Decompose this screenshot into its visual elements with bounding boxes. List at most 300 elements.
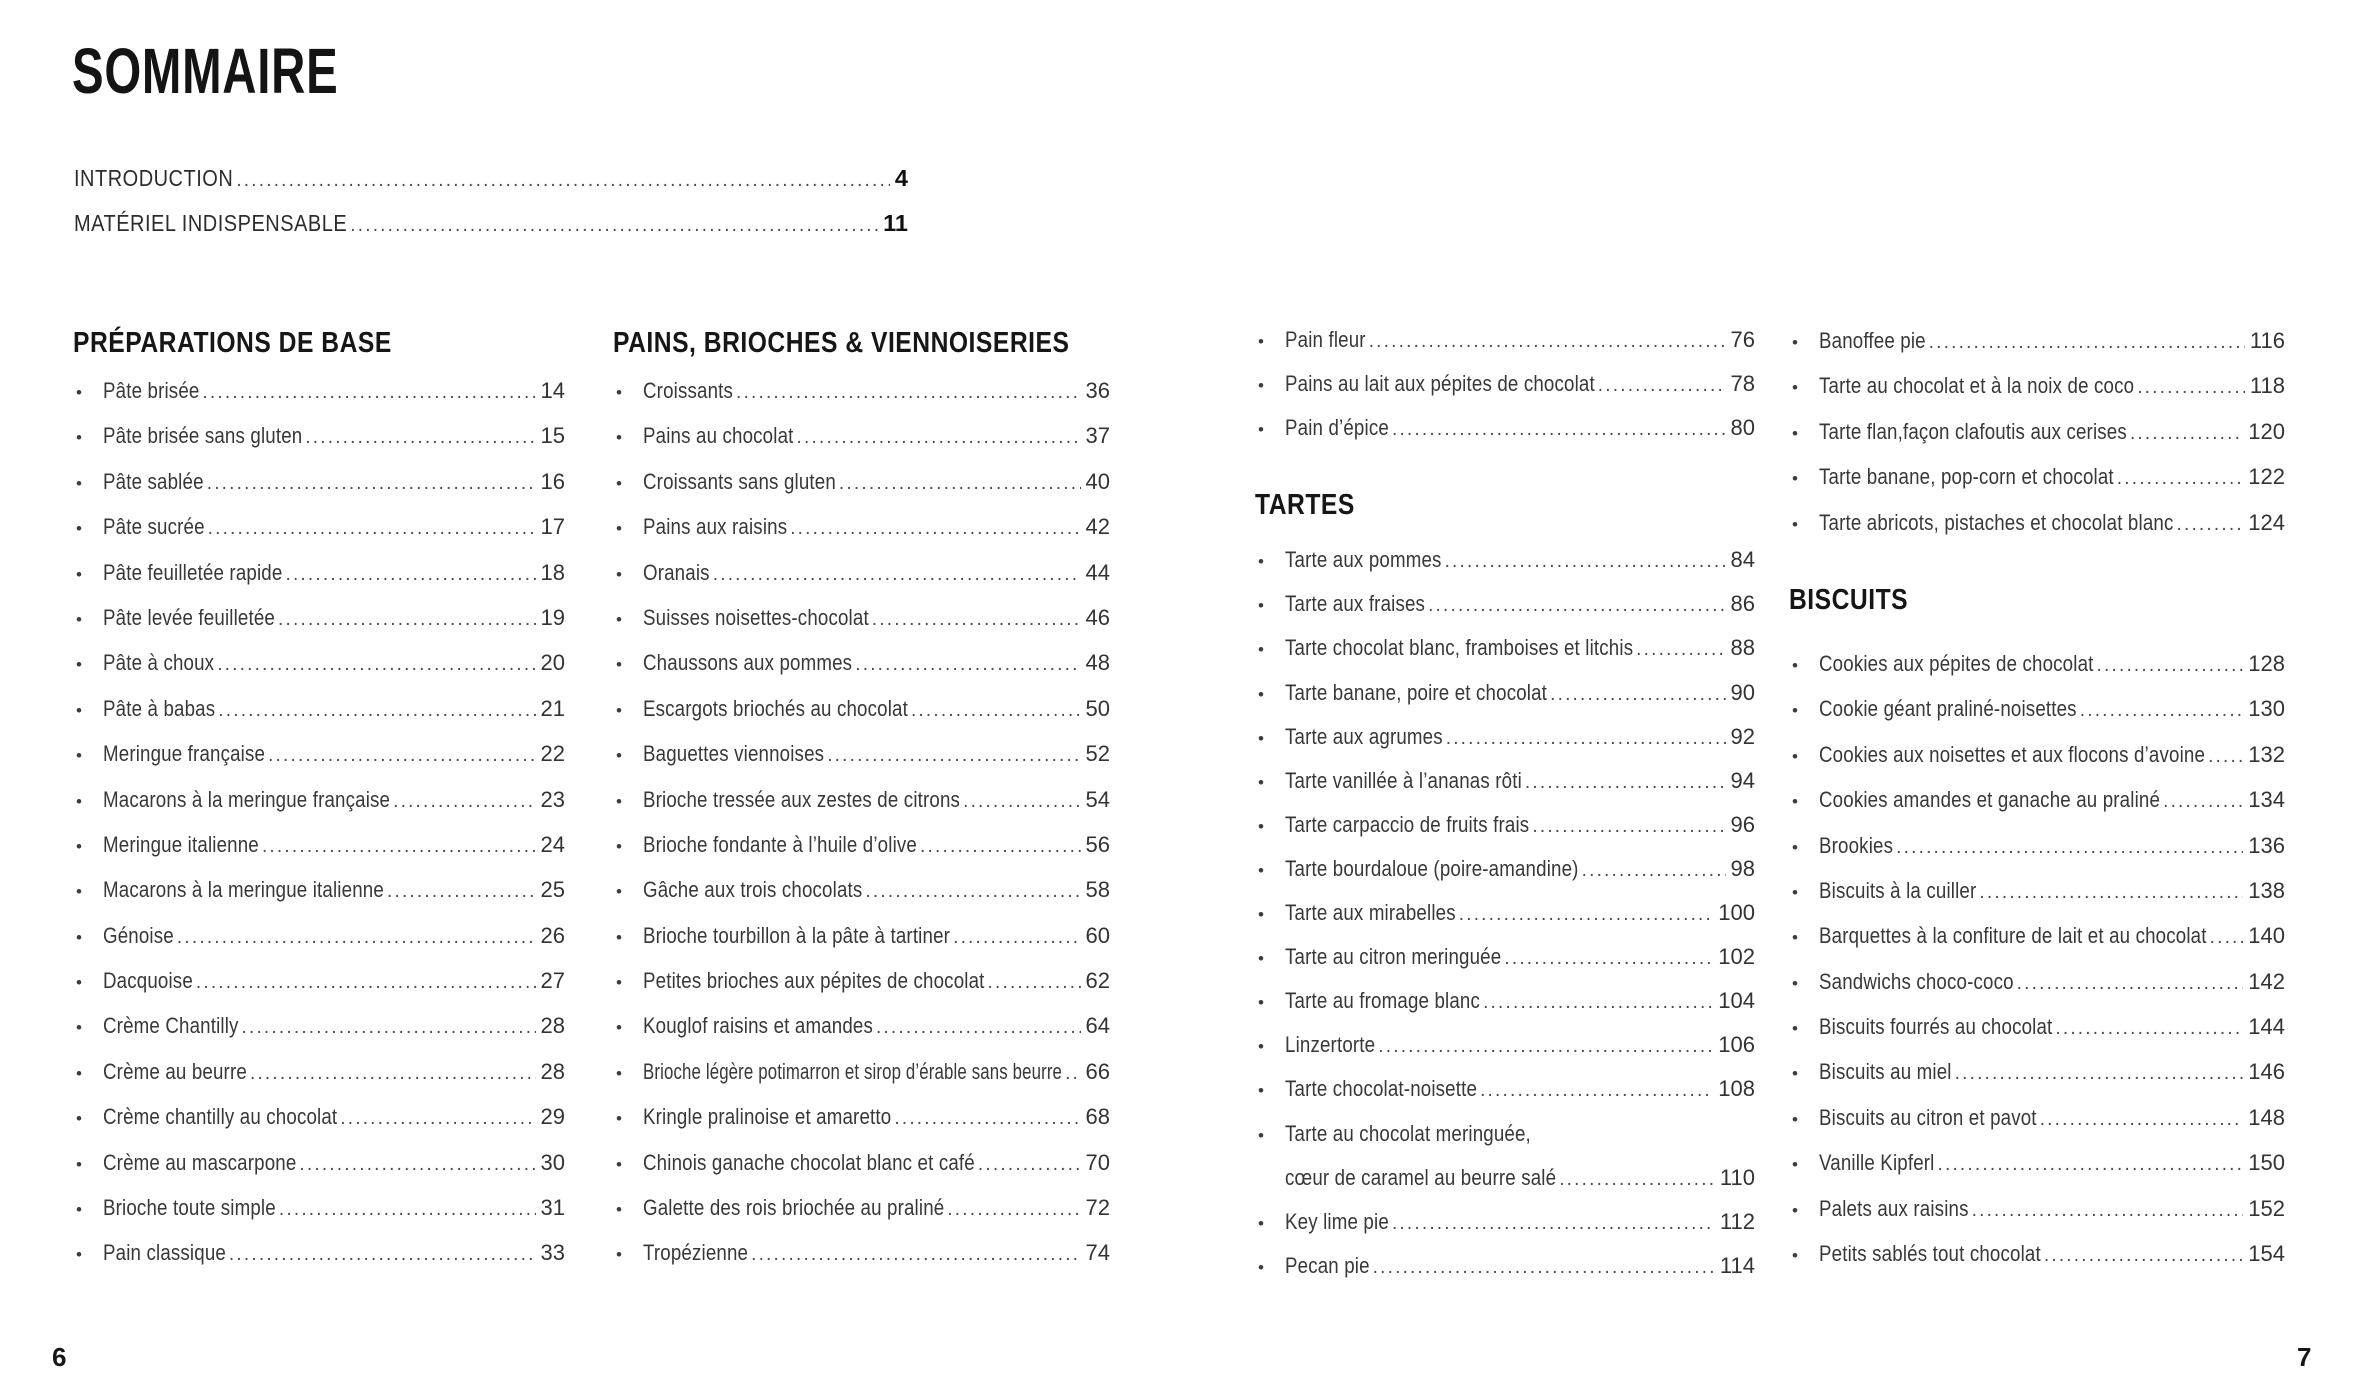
entry-page-number: 140 (2248, 923, 2285, 949)
dotted-leader (894, 1096, 1080, 1141)
toc-entry (1255, 935, 1755, 979)
toc-entry (1789, 1049, 2285, 1094)
dotted-leader (1582, 849, 1726, 893)
dotted-leader (1480, 1069, 1713, 1113)
bullet-icon: • (616, 700, 622, 720)
entry-label: Banoffee pie (1819, 328, 1926, 353)
entry-page-number: 102 (1718, 944, 1755, 970)
entry-label: Tarte vanillée à l’ananas rôti (1285, 767, 1522, 793)
toc-entry (1255, 1067, 1755, 1111)
entry-page-number: 24 (540, 831, 565, 857)
entry-label: Tarte aux pommes (1285, 547, 1442, 573)
toc-entry (73, 550, 565, 595)
dotted-leader (953, 915, 1080, 960)
entry-page-number: 80 (1730, 415, 1755, 441)
dotted-leader (2080, 688, 2244, 733)
dotted-leader (2130, 411, 2243, 456)
bullet-icon: • (616, 1245, 622, 1265)
dotted-leader (2177, 502, 2244, 547)
toc-entry (1789, 686, 2285, 731)
entry-label: Tarte au chocolat meringuée, (1285, 1120, 1531, 1146)
dotted-leader (2055, 1006, 2243, 1051)
bullet-icon: • (1258, 684, 1264, 704)
dotted-leader (911, 688, 1081, 733)
dotted-leader (236, 158, 890, 203)
entry-label: Pains au lait aux pépites de chocolat (1285, 371, 1595, 397)
bullet-icon: • (76, 428, 82, 448)
toc-entry (73, 1003, 565, 1048)
entry-label: Baguettes viennoises (643, 741, 825, 767)
toc-entry (1789, 318, 2285, 363)
toc-entry (1255, 1244, 1755, 1288)
entry-page-number: 90 (1730, 679, 1755, 705)
entry-page-number: 62 (1085, 968, 1110, 994)
toc-entry (613, 504, 1110, 549)
entry-label: Croissants (643, 378, 734, 403)
toc-entry (73, 595, 565, 640)
entry-page-number: 88 (1730, 635, 1755, 661)
entry-label: Tarte au chocolat et à la noix de coco (1819, 373, 2135, 399)
entry-label: Oranais (643, 559, 710, 585)
section-heading (1789, 575, 2285, 625)
entry-label: cœur de caramel au beurre salé (1285, 1164, 1557, 1190)
entry-label: Crème au mascarpone (103, 1149, 297, 1175)
entry-page-number: 104 (1718, 988, 1755, 1014)
entry-page-number: 116 (2249, 328, 2285, 353)
toc-entry (1789, 641, 2285, 686)
dotted-leader (1532, 805, 1725, 849)
dotted-leader (1929, 320, 2245, 365)
entry-page-number: 56 (1085, 831, 1110, 857)
bullet-icon: • (1792, 514, 1798, 534)
toc-entry (73, 504, 565, 549)
entry-page-number: 134 (2248, 787, 2285, 813)
dotted-leader (876, 1005, 1081, 1050)
toc-entry (613, 1003, 1110, 1048)
entry-page-number: 48 (1085, 650, 1110, 676)
entry-label: Croissants sans gluten (643, 468, 836, 494)
entry-label: Cookies aux pépites de chocolat (1819, 650, 2094, 676)
toc-entry (613, 867, 1110, 912)
bullet-icon: • (76, 882, 82, 902)
toc-entry (1255, 318, 1755, 362)
folio-left-page-number: 6 (52, 1342, 67, 1372)
entry-label: Tarte abricots, pistaches et chocolat blanc (1819, 509, 2174, 535)
dotted-leader (1483, 981, 1713, 1025)
entry-label: Pâte brisée (103, 378, 200, 403)
dotted-leader (1373, 1246, 1715, 1290)
toc-entry (1255, 671, 1755, 715)
bullet-icon: • (616, 973, 622, 993)
section-heading (1255, 480, 1755, 530)
entry-label: Pain fleur (1285, 327, 1366, 352)
entry-page-number: 17 (540, 514, 565, 540)
bullet-icon: • (616, 1109, 622, 1129)
entry-page-number: 66 (1085, 1058, 1110, 1084)
dotted-leader (1392, 1202, 1715, 1246)
dotted-leader (305, 415, 535, 460)
toc-entry (1255, 979, 1755, 1023)
bullet-icon: • (1258, 949, 1264, 969)
section-heading-text: TARTES (1255, 489, 1355, 522)
entry-label: INTRODUCTION (74, 165, 234, 191)
entry-label: MATÉRIEL INDISPENSABLE (74, 210, 348, 237)
entry-page-number: 64 (1085, 1013, 1110, 1039)
toc-entry (1255, 626, 1755, 670)
toc-entry-line2 (1255, 1156, 1755, 1200)
bullet-icon: • (1792, 1064, 1798, 1084)
entry-page-number: 84 (1730, 547, 1755, 573)
bullet-icon: • (1792, 469, 1798, 489)
toc-entry (613, 958, 1110, 1003)
entry-label: Galette des rois briochée au praliné (643, 1195, 945, 1221)
bullet-icon: • (76, 519, 82, 539)
bullet-icon: • (76, 655, 82, 675)
entry-page-number: 68 (1085, 1104, 1110, 1130)
toc-entry (1255, 406, 1755, 450)
bullet-icon: • (76, 973, 82, 993)
toc-entry (613, 1094, 1110, 1139)
entry-page-number: 94 (1730, 767, 1755, 793)
section-heading (613, 318, 1110, 368)
entry-page-number: 4 (894, 165, 908, 191)
entry-label: Brioche tourbillon à la pâte à tartiner (643, 922, 951, 948)
bullet-icon: • (616, 428, 622, 448)
bullet-icon: • (616, 1154, 622, 1174)
bullet-icon: • (1258, 816, 1264, 836)
toc-entry (73, 686, 565, 731)
bullet-icon: • (1792, 882, 1798, 902)
dotted-leader (2137, 365, 2245, 410)
entry-label: Brioche légère potimarron et sirop d’érable sans beurre (643, 1058, 1063, 1084)
entry-label: Tarte aux agrumes (1285, 723, 1443, 749)
toc-entry (1789, 1186, 2285, 1231)
bullet-icon: • (616, 1063, 622, 1083)
entry-page-number: 132 (2248, 741, 2285, 767)
toc-entry (1789, 363, 2285, 408)
bullet-icon: • (76, 609, 82, 629)
dotted-leader (340, 1096, 535, 1141)
entry-label: Gâche aux trois chocolats (643, 877, 863, 903)
entry-page-number: 16 (540, 468, 565, 494)
bullet-icon: • (616, 473, 622, 493)
entry-label: Meringue française (103, 741, 266, 767)
entry-page-number: 50 (1085, 695, 1110, 721)
entry-label: Tarte chocolat-noisette (1285, 1076, 1478, 1102)
entry-label: Génoise (103, 922, 174, 948)
bullet-icon: • (76, 927, 82, 947)
entry-label: Biscuits au citron et pavot (1819, 1104, 2037, 1130)
page-title-text: SOMMAIRE (72, 35, 339, 107)
dotted-leader (2208, 734, 2243, 779)
bullet-icon: • (1792, 928, 1798, 948)
entry-page-number: 96 (1730, 811, 1755, 837)
toc-entry (1255, 1200, 1755, 1244)
toc-entry (1789, 732, 2285, 777)
entry-page-number: 20 (540, 650, 565, 676)
toc-entry (73, 459, 565, 504)
toc-entry (73, 1140, 565, 1185)
dotted-leader (1525, 761, 1726, 805)
toc-entry (1255, 847, 1755, 891)
toc-column-biscuits (1789, 318, 2285, 1276)
entry-label: Brioche tressée aux zestes de citrons (643, 786, 961, 812)
dotted-leader (2017, 961, 2244, 1006)
dotted-leader (2210, 915, 2244, 960)
bullet-icon: • (1792, 655, 1798, 675)
bullet-icon: • (616, 519, 622, 539)
bullet-icon: • (1258, 860, 1264, 880)
entry-page-number: 36 (1085, 378, 1110, 403)
entry-page-number: 78 (1730, 371, 1755, 397)
dotted-leader (947, 1187, 1080, 1232)
dotted-leader (839, 461, 1081, 506)
toc-entry (1789, 823, 2285, 868)
entry-label: Pâte sablée (103, 468, 204, 494)
bullet-icon: • (1792, 1200, 1798, 1220)
bullet-icon: • (76, 1154, 82, 1174)
entry-page-number: 31 (540, 1195, 565, 1221)
entry-label: Cookies aux noisettes et aux flocons d’avoine (1819, 741, 2206, 767)
entry-page-number: 33 (540, 1240, 565, 1266)
toc-entry (613, 550, 1110, 595)
entry-label: Tarte banane, poire et chocolat (1285, 679, 1548, 705)
entry-page-number: 30 (540, 1149, 565, 1175)
entry-page-number: 27 (540, 968, 565, 994)
entry-label: Tarte au fromage blanc (1285, 988, 1481, 1014)
toc-column-tartes (1255, 318, 1755, 1288)
dotted-leader (217, 642, 535, 687)
entry-label: Pâte feuilletée rapide (103, 559, 283, 585)
entry-label: Key lime pie (1285, 1208, 1389, 1234)
entry-label: Tarte banane, pop-corn et chocolat (1819, 464, 2114, 490)
entry-page-number: 146 (2248, 1059, 2285, 1085)
toc-entry (1255, 759, 1755, 803)
entry-label: Tarte aux fraises (1285, 591, 1426, 617)
toc-entry (613, 640, 1110, 685)
dotted-leader (350, 203, 878, 248)
entry-page-number: 42 (1085, 514, 1110, 540)
entry-page-number: 152 (2248, 1195, 2285, 1221)
dotted-leader (1550, 673, 1725, 717)
dotted-leader (229, 1232, 536, 1277)
dotted-leader (797, 415, 1081, 460)
entry-page-number: 23 (540, 786, 565, 812)
entry-page-number: 114 (1719, 1252, 1755, 1278)
entry-label: Tarte au citron meringuée (1285, 944, 1502, 970)
bullet-icon: • (616, 746, 622, 766)
entry-page-number: 52 (1085, 741, 1110, 767)
intro-entry (74, 201, 908, 246)
toc-entry (1789, 1004, 2285, 1049)
entry-label: Tarte chocolat blanc, framboises et litchis (1285, 635, 1634, 661)
dotted-leader (262, 824, 536, 869)
toc-entry (613, 777, 1110, 822)
bullet-icon: • (1258, 596, 1264, 616)
bullet-icon: • (76, 746, 82, 766)
toc-entry (1789, 959, 2285, 1004)
bullet-icon: • (1258, 772, 1264, 792)
toc-entry (73, 867, 565, 912)
entry-label: Vanille Kipferl (1819, 1150, 1935, 1176)
dotted-leader (1459, 893, 1714, 937)
toc-entry (1255, 891, 1755, 935)
bullet-icon: • (76, 564, 82, 584)
entry-page-number: 60 (1085, 922, 1110, 948)
entry-page-number: 120 (2248, 418, 2285, 444)
entry-label: Barquettes à la confiture de lait et au chocolat (1819, 923, 2207, 949)
entry-page-number: 14 (540, 378, 565, 403)
bullet-icon: • (76, 700, 82, 720)
entry-label: Crème au beurre (103, 1058, 247, 1084)
toc-entry (1789, 500, 2285, 545)
bullet-icon: • (616, 655, 622, 675)
bullet-icon: • (1258, 993, 1264, 1013)
dotted-leader (2044, 1233, 2243, 1278)
bullet-icon: • (1258, 1257, 1264, 1277)
bullet-icon: • (1792, 701, 1798, 721)
dotted-leader (278, 597, 535, 642)
entry-label: Cookies amandes et ganache au praliné (1819, 787, 2161, 813)
entry-label: Brookies (1819, 832, 1894, 858)
entry-page-number: 138 (2248, 877, 2285, 903)
dotted-leader (988, 960, 1081, 1005)
entry-page-number: 144 (2248, 1014, 2285, 1040)
dotted-leader (2163, 779, 2243, 824)
dotted-leader (250, 1051, 536, 1096)
entry-page-number: 18 (540, 559, 565, 585)
dotted-leader (1378, 1025, 1713, 1069)
entry-page-number: 110 (1719, 1164, 1755, 1190)
toc-entry (613, 1185, 1110, 1230)
bullet-icon: • (616, 1200, 622, 1220)
dotted-leader (207, 461, 536, 506)
entry-label: Pain classique (103, 1240, 226, 1266)
bullet-icon: • (616, 836, 622, 856)
dotted-leader (790, 506, 1080, 551)
dotted-leader (751, 1232, 1080, 1277)
dotted-leader (218, 688, 535, 733)
entry-label: Brioche toute simple (103, 1195, 276, 1221)
entry-label: Dacquoise (103, 968, 193, 994)
dotted-leader (299, 1142, 535, 1187)
bullet-icon: • (1258, 1081, 1264, 1101)
toc-entry (613, 1049, 1110, 1094)
entry-page-number: 28 (540, 1013, 565, 1039)
bullet-icon: • (616, 882, 622, 902)
entry-page-number: 92 (1730, 723, 1755, 749)
bullet-icon: • (76, 1245, 82, 1265)
entry-label: Petits sablés tout chocolat (1819, 1241, 2041, 1267)
toc-entry (1789, 1095, 2285, 1140)
entry-label: Pecan pie (1285, 1252, 1370, 1278)
bullet-icon: • (76, 1018, 82, 1038)
bullet-icon: • (76, 473, 82, 493)
entry-page-number: 76 (1730, 327, 1755, 352)
entry-page-number: 54 (1085, 786, 1110, 812)
dotted-leader (827, 733, 1080, 778)
dotted-leader (1445, 540, 1726, 584)
toc-entry (1789, 1231, 2285, 1276)
entry-page-number: 19 (540, 604, 565, 630)
dotted-leader (387, 869, 536, 914)
entry-page-number: 11 (883, 210, 908, 237)
bullet-icon: • (616, 383, 622, 402)
bullet-icon: • (1792, 746, 1798, 766)
entry-label: Pain d’épice (1285, 415, 1389, 441)
toc-entry (73, 368, 565, 413)
entry-label: Biscuits fourrés au chocolat (1819, 1014, 2053, 1040)
entry-label: Macarons à la meringue italienne (103, 877, 384, 903)
entry-page-number: 128 (2248, 650, 2285, 676)
toc-entry (1789, 777, 2285, 822)
entry-label: Biscuits à la cuiller (1819, 877, 1977, 903)
dotted-leader (285, 552, 535, 597)
entry-label: Tarte aux mirabelles (1285, 900, 1456, 926)
entry-label: Palets aux raisins (1819, 1195, 1969, 1221)
bullet-icon: • (1258, 905, 1264, 925)
dotted-leader (2040, 1097, 2244, 1142)
entry-label: Meringue italienne (103, 831, 259, 857)
toc-entry (73, 413, 565, 458)
entry-page-number: 46 (1085, 604, 1110, 630)
entry-page-number: 106 (1718, 1032, 1755, 1058)
dotted-leader (1446, 717, 1726, 761)
section-heading-text: BISCUITS (1789, 583, 1909, 616)
bullet-icon: • (76, 1200, 82, 1220)
dotted-leader (1428, 584, 1725, 628)
toc-entry (73, 731, 565, 776)
toc-entry-line1 (1255, 1112, 1755, 1156)
toc-entry (613, 368, 1110, 413)
bullet-icon: • (1258, 1037, 1264, 1057)
bullet-icon: • (1258, 728, 1264, 748)
intro-entries (74, 156, 908, 247)
dotted-leader (920, 824, 1080, 869)
entry-page-number: 148 (2248, 1104, 2285, 1130)
dotted-leader (978, 1142, 1081, 1187)
toc-entry (73, 777, 565, 822)
entry-page-number: 28 (540, 1058, 565, 1084)
bullet-icon: • (1258, 1125, 1264, 1145)
entry-label: Kringle pralinoise et amaretto (643, 1104, 892, 1130)
bullet-icon: • (76, 791, 82, 811)
dotted-leader (1972, 1188, 2244, 1233)
entry-page-number: 154 (2248, 1241, 2285, 1267)
bullet-icon: • (1792, 792, 1798, 812)
bullet-icon: • (1258, 552, 1264, 572)
bullet-icon: • (1792, 837, 1798, 857)
toc-entry (1789, 409, 2285, 454)
dotted-leader (1392, 408, 1726, 452)
dotted-leader (268, 733, 535, 778)
entry-page-number: 37 (1085, 423, 1110, 449)
entry-page-number: 74 (1085, 1240, 1110, 1266)
bullet-icon: • (1792, 333, 1798, 352)
entry-page-number: 112 (1719, 1208, 1755, 1234)
entry-label: Tropézienne (643, 1240, 749, 1266)
entry-page-number: 130 (2248, 696, 2285, 722)
toc-entry (1255, 362, 1755, 406)
entry-page-number: 22 (540, 741, 565, 767)
entry-label: Crème chantilly au chocolat (103, 1104, 338, 1130)
bullet-icon: • (76, 1109, 82, 1129)
toc-entry (1789, 868, 2285, 913)
dotted-leader (1369, 320, 1726, 364)
dotted-leader (1979, 870, 2243, 915)
entry-label: Pâte à babas (103, 695, 216, 721)
page-title (72, 34, 432, 108)
